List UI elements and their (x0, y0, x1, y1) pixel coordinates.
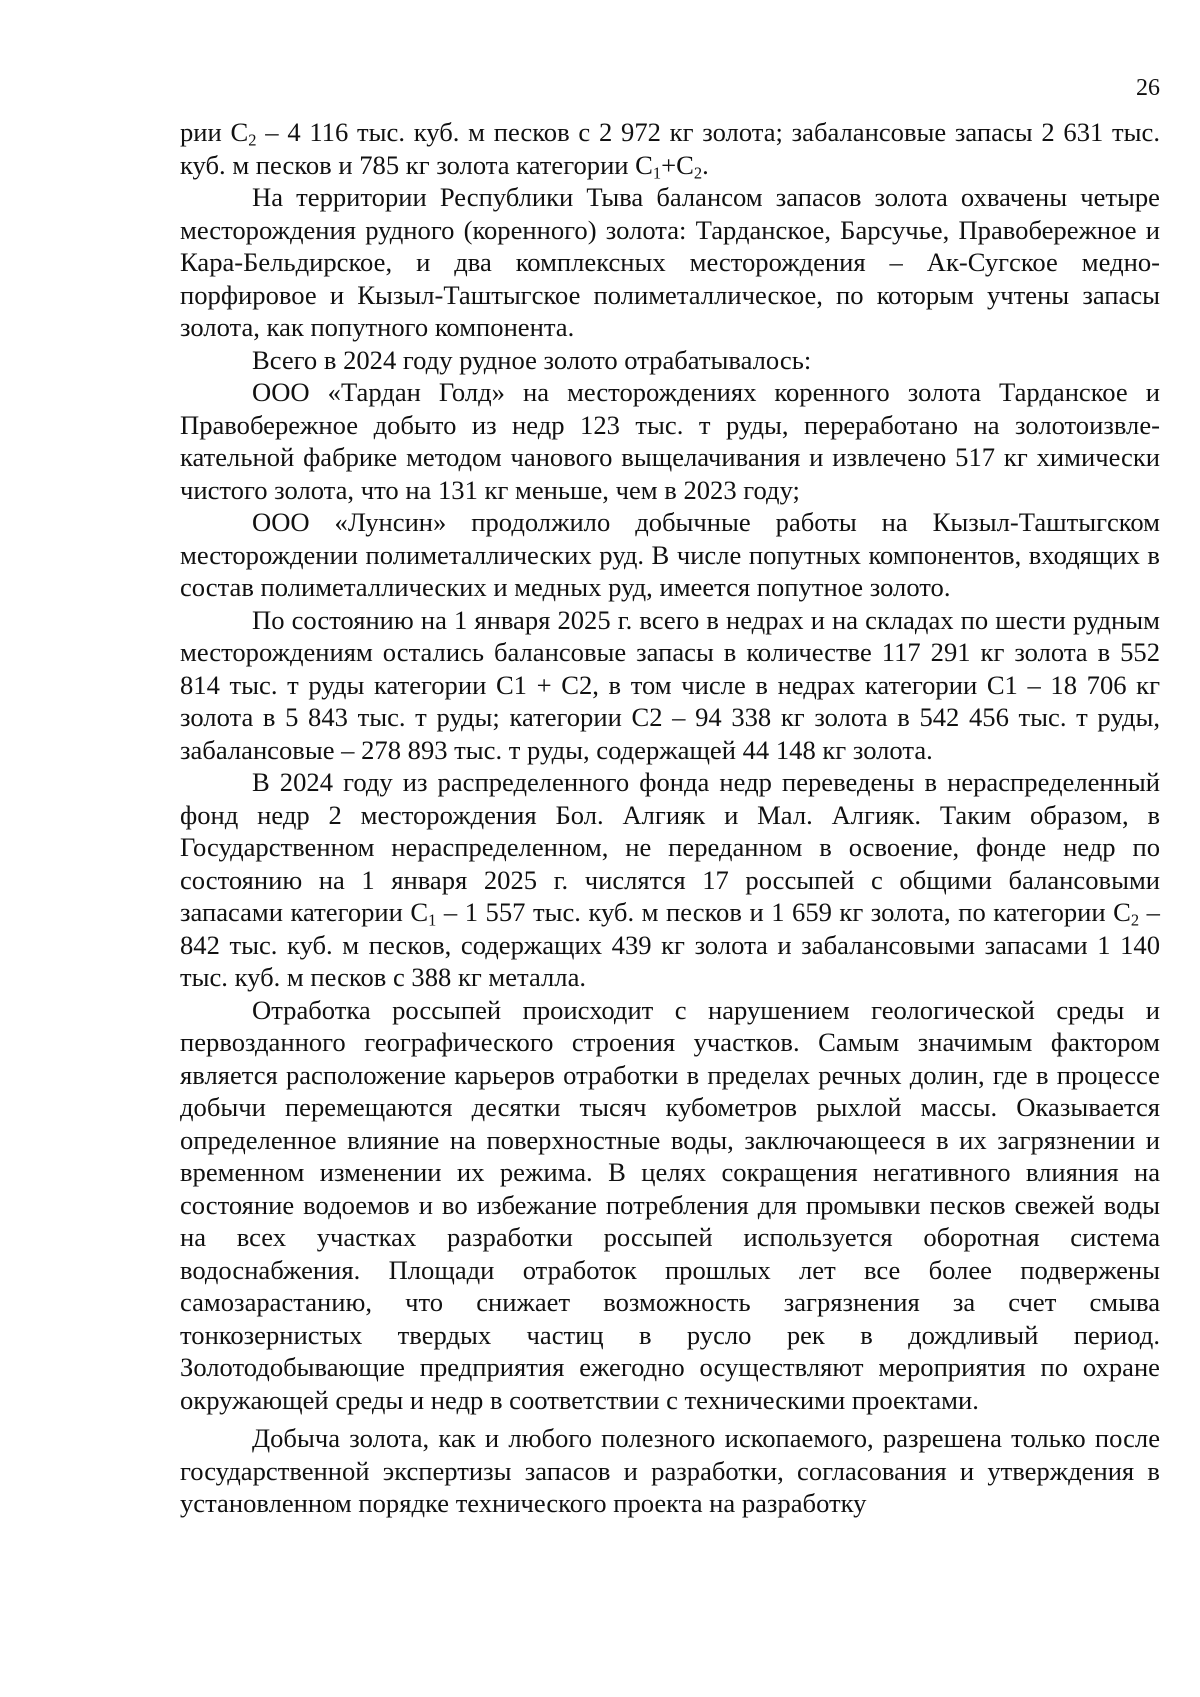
document-body (180, 116, 1160, 1520)
text-run: В 2024 году из распределенного фонда недр переведены в нераспределенный фонд недр 2 месторождения Бол. Алгияк и Мал. Алгияк. Таким образом, в Государственном нераспределенном, не переданном в освоение, фонде недр по состоянию на 1 января 2025 г. числятся 17 россыпей с общими балансовыми запасами категории С (180, 767, 1160, 927)
text-run: ООО «Лунсин» продолжило добычные работы на Кызыл-Таштыгском месторождении полиметаллических руд. В числе попутных компонентов, входящих в состав полиметаллических и медных руд, имеется попутное золото. (180, 507, 1160, 602)
paragraph-tyva-deposits (180, 181, 1160, 344)
paragraph-continuation (180, 116, 1160, 181)
paragraph-licensing (180, 1422, 1160, 1520)
text-run: Всего в 2024 году рудное золото отрабатывалось: (252, 344, 812, 375)
text-run: – 842 тыс. куб. м песков, содержащих 439 кг золота и забалансовыми запасами 1 140 тыс. куб. м песков с 388 кг металла. (180, 897, 1160, 992)
subscript: 2 (248, 130, 257, 150)
paragraph-placer-fund (180, 766, 1160, 994)
paragraph-lunsin (180, 506, 1160, 604)
paragraph-environment (180, 994, 1160, 1417)
text-run: +С (661, 149, 694, 180)
page-number: 26 (1136, 75, 1160, 101)
text-run: Отработка россыпей происходит с нарушением геологической среды и первозданного географического строения участков. Самым значимым фактором является расположение карьеров отработки в пределах речных долин, где в процессе добычи перемещаются десятки тысяч кубометров рыхлой массы. Оказывается определенное влияние на поверхностные воды, заключающееся в их загрязнении и временном изменении их режима. В целях сокращения негативного влияния на состояние водоемов и во избежание потребления для промывки песков свежей воды на всех участках разработки россыпей используется оборотная система водоснабжения. Площади отработок прошлых лет все более подвержены самозарастанию, что снижает возможность загрязнения за счет смыва тонкозернистых твердых частиц в русло рек в дождливый период. Золотодобывающие предприятия ежегодно осуществляют мероприятия по охране окружающей среды и недр в соответствии с техническими проектами. (180, 994, 1160, 1415)
text-run: – 1 557 тыс. куб. м песков и 1 659 кг золота, по категории С (436, 897, 1131, 927)
text-run: ООО «Тардан Голд» на месторождениях коренного золота Тарданское и Правобережное добыто из недр 123 тыс. т руды, переработано на золотоизвлекательной фабрике методом чанового выщелачивания и извлечено 517 кг химически чистого золота, что на 131 кг меньше, чем в 2023 году; (180, 377, 1160, 505)
text-run: На территории Республики Тыва балансом запасов золота охвачены четыре месторождения рудного (коренного) золота: Тарданское, Барсучье, Правобережное и Кара-Бельдирское, и два комплексных месторождения – Ак-Сугское медно-порфировое и Кызыл-Таштыгское полиметаллическое, по которым учтены запасы золота, как попутного компонента. (180, 182, 1160, 342)
paragraph-ore-gold-2024 (180, 344, 1160, 377)
text-run: – 4 116 тыс. куб. м песков с 2 972 кг золота; забалансовые запасы 2 631 тыс. куб. м песков и 785 кг золота категории С (180, 117, 1160, 180)
text-run: Добыча золота, как и любого полезного ископаемого, разрешена только после государственной экспертизы запасов и разработки, согласования и утверждения в установленном порядке технического проекта на разработку (180, 1423, 1160, 1518)
text-run: рии С (180, 117, 249, 147)
text-run: . (702, 149, 709, 180)
subscript: 1 (652, 163, 662, 183)
subscript: 2 (1130, 910, 1140, 930)
paragraph-reserves-2025 (180, 604, 1160, 767)
subscript: 1 (428, 910, 437, 930)
paragraph-tardan-gold (180, 376, 1160, 506)
subscript: 2 (693, 163, 703, 183)
text-run: По состоянию на 1 января 2025 г. всего в недрах и на складах по шести рудным месторождениям остались балансовые запасы в количестве 117 291 кг золота в 552 814 тыс. т руды категории С1 + С2, в том числе в недрах категории С1 – 18 706 кг золота в 5 843 тыс. т руды; категории С2 – 94 338 кг золота в 542 456 тыс. т руды, забалансовые – 278 893 тыс. т руды, содержащей 44 148 кг золота. (180, 604, 1160, 765)
